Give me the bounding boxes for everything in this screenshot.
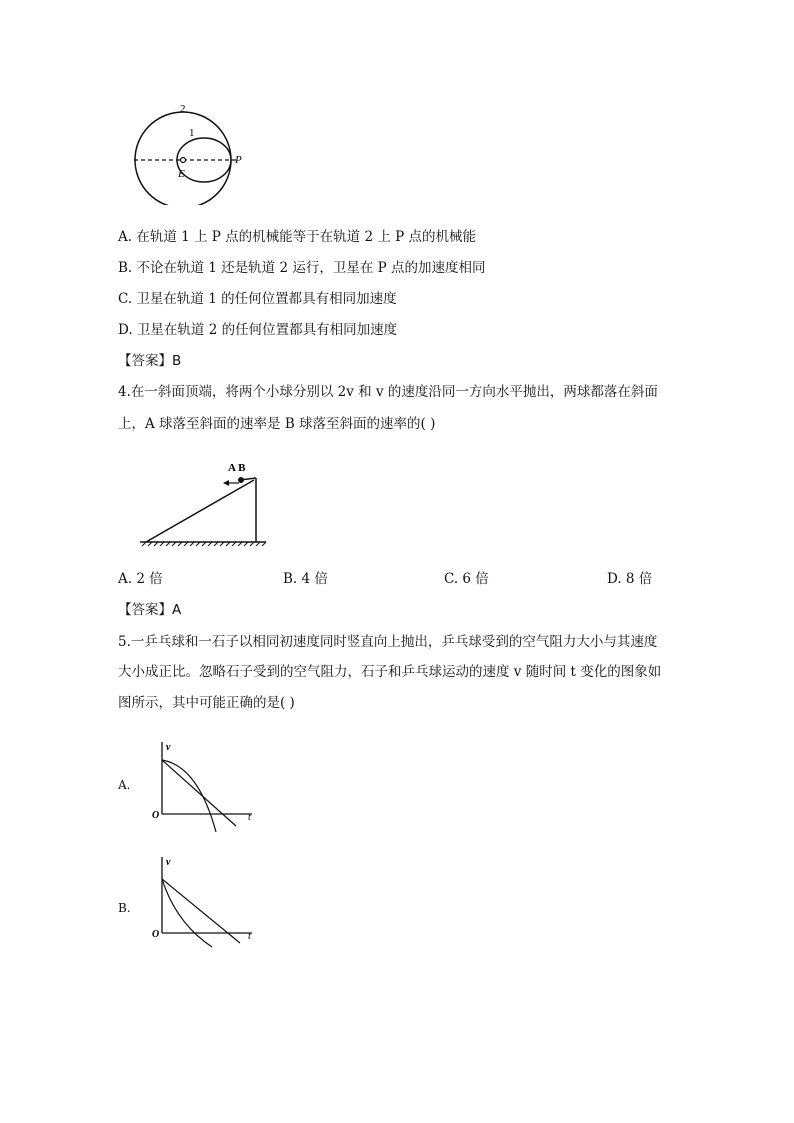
- graph-b-origin-label: O: [152, 929, 160, 940]
- q5-stem-line1: 5.一乒乓球和一石子以相同初速度同时竖直向上抛出，乒乓球受到的空气阻力大小与其速度: [118, 634, 658, 650]
- graph-a-origin-label: O: [152, 810, 160, 821]
- q3-option-b: B. 不论在轨道 1 还是轨道 2 运行，卫星在 P 点的加速度相同: [118, 260, 486, 276]
- orbit-diagram: [128, 100, 258, 205]
- incline-slope: [146, 480, 254, 542]
- q5-stem-line3: 图所示，其中可能正确的是( ): [118, 695, 295, 711]
- q4-option-b: B. 4 倍: [283, 571, 328, 587]
- q3-option-d: D. 卫星在轨道 2 的任何位置都具有相同加速度: [118, 322, 398, 338]
- earth-label: E: [178, 168, 185, 180]
- q4-option-d: D. 8 倍: [607, 571, 653, 587]
- orbit-1-label: 1: [189, 127, 195, 139]
- incline-diagram: [136, 458, 272, 550]
- q5-option-a-label: A.: [118, 778, 131, 792]
- ball: [238, 477, 244, 483]
- q4-option-a: A. 2 倍: [118, 571, 163, 587]
- q4-stem-line1: 4.在一斜面顶端，将两个小球分别以 2v 和 v 的速度沿同一方向水平抛出，两球都落在斜面: [118, 384, 658, 400]
- graph-b-t-label: t: [248, 931, 251, 942]
- graph-a-t-label: t: [248, 812, 251, 823]
- q5-option-b-label: B.: [118, 901, 131, 915]
- graph-a-concave-curve: [162, 760, 216, 832]
- graph-a-linear-curve: [162, 760, 236, 826]
- graph-option-b: [150, 853, 260, 951]
- arrow-head: [223, 480, 229, 486]
- q3-option-c: C. 卫星在轨道 1 的任何位置都具有相同加速度: [118, 291, 397, 307]
- orbit-2-label: 2: [180, 103, 186, 115]
- graph-b-v-label: v: [166, 857, 171, 868]
- q3-option-a: A. 在轨道 1 上 P 点的机械能等于在轨道 2 上 P 点的机械能: [118, 229, 477, 245]
- q5-stem-line2: 大小成正比。忽略石子受到的空气阻力，石子和乒乓球运动的速度 v 随时间 t 变化的图象如: [118, 664, 662, 680]
- q4-answer: 【答案】A: [118, 602, 182, 618]
- q4-option-c: C. 6 倍: [444, 571, 489, 587]
- point-p-label: P: [235, 154, 242, 166]
- q3-answer: 【答案】B: [118, 353, 182, 369]
- graph-option-a: [150, 738, 260, 832]
- earth-point: [181, 158, 186, 163]
- ball-ab-label: A B: [228, 462, 246, 474]
- graph-a-v-label: v: [166, 742, 171, 753]
- q4-stem-line2: 上，A 球落至斜面的速率是 B 球落至斜面的速率的( ): [118, 416, 436, 432]
- graph-b-convex-curve: [162, 879, 212, 947]
